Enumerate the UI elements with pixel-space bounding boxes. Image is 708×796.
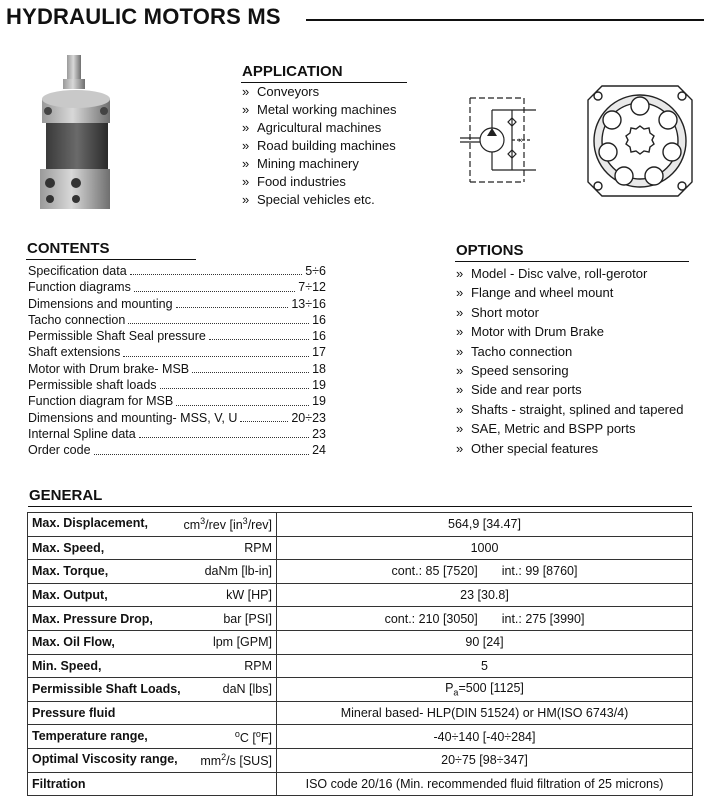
dot-leader: [209, 328, 309, 340]
contents-item[interactable]: Order code 24: [28, 443, 326, 458]
bullet-icon: »: [456, 266, 464, 281]
svg-text:×: ×: [518, 136, 523, 145]
table-row: Optimal Viscosity range, $mm^2/s$ [SUS] 20÷75 [98÷347]: [28, 748, 693, 772]
list-item: » Side and rear ports: [456, 380, 683, 399]
table-row: Filtration ISO code 20/16 (Min. recommended fluid filtration of 25 microns): [28, 772, 693, 796]
dot-leader: [139, 426, 309, 438]
bullet-icon: »: [456, 343, 464, 359]
list-item: » Speed sensoring: [456, 361, 683, 380]
dot-leader: [176, 393, 309, 405]
bullet-icon: »: [456, 401, 464, 417]
list-item: » Flange and wheel mount: [456, 283, 683, 302]
general-spec-table: [27, 512, 693, 796]
list-item: » Food industries: [242, 174, 346, 189]
dot-leader: [176, 296, 289, 308]
table-row: Min. Speed, RPM 5: [28, 654, 693, 678]
table-row: Max. Torque, daNm [lb-in] cont.: 85 [7520] int.: 99 [8760]: [28, 560, 693, 584]
list-item: » SAE, Metric and BSPP ports: [456, 419, 683, 438]
general-rule: [28, 506, 692, 507]
list-item: » Agricultural machines: [242, 120, 382, 135]
dot-leader: [130, 263, 303, 275]
list-item: » Special vehicles etc.: [242, 192, 375, 207]
table-row: Temperature range, $^o$C [$^o$F] -40÷140 [-40÷284]: [28, 725, 693, 749]
unit-label: $cm^3$/rev $[in^3/rev]$: [183, 516, 272, 533]
options-heading: OPTIONS: [456, 242, 524, 259]
list-item: » Shafts - straight, splined and tapered: [456, 400, 683, 419]
dot-leader: [134, 279, 295, 291]
bullet-icon: »: [456, 421, 464, 437]
bullet-icon: »: [242, 156, 250, 171]
dot-leader: [240, 410, 288, 422]
contents-item[interactable]: Shaft extensions 17: [28, 345, 326, 360]
contents-item[interactable]: Dimensions and mounting 13÷16: [28, 296, 326, 311]
contents-item[interactable]: Motor with Drum brake- MSB 18: [28, 361, 326, 376]
contents-item[interactable]: Permissible shaft loads 19: [28, 378, 326, 393]
contents-item[interactable]: Function diagrams 7÷12: [28, 280, 326, 295]
dot-leader: [128, 312, 309, 324]
bullet-icon: »: [242, 120, 250, 135]
list-item: » Mining machinery: [242, 156, 359, 171]
general-heading: GENERAL: [29, 487, 103, 504]
contents-heading: CONTENTS: [27, 240, 110, 257]
bullet-icon: »: [242, 102, 250, 117]
motor-end-face-drawing: [584, 82, 696, 200]
dot-leader: [123, 344, 309, 356]
bullet-icon: »: [456, 382, 464, 398]
bullet-icon: »: [456, 362, 464, 378]
dot-leader: [94, 442, 310, 454]
application-list: [242, 83, 396, 209]
bullet-icon: »: [242, 174, 250, 189]
application-heading: APPLICATION: [242, 63, 343, 80]
contents-list: [28, 263, 326, 459]
bullet-icon: »: [456, 304, 464, 320]
title-rule: [306, 19, 704, 21]
contents-item[interactable]: Tacho connection 16: [28, 312, 326, 327]
table-row: Max. Output, kW [HP] 23 [30.8]: [28, 583, 693, 607]
options-list: [456, 264, 683, 458]
bullet-icon: »: [456, 324, 464, 340]
unit-label: $^o$C [$^o$F]: [234, 728, 272, 745]
contents-rule: [26, 259, 196, 260]
table-row: Max. Oil Flow, lpm [GPM] 90 [24]: [28, 630, 693, 654]
table-row: Max. Pressure Drop, bar [PSI] cont.: 210 [3050] int.: 275 [3990]: [28, 607, 693, 631]
table-row: Pressure fluid Mineral based- HLP(DIN 51524) or HM(ISO 6743/4): [28, 701, 693, 725]
contents-item[interactable]: Specification data 5÷6: [28, 264, 326, 278]
list-item: » Conveyors: [242, 84, 320, 99]
contents-item[interactable]: Internal Spline data 23: [28, 426, 326, 441]
bullet-icon: »: [242, 192, 250, 207]
contents-item[interactable]: Dimensions and mounting- MSS, V, U 20÷23: [28, 410, 326, 425]
bullet-icon: »: [456, 285, 464, 301]
list-item: » Tacho connection: [456, 342, 683, 361]
bullet-icon: »: [242, 84, 250, 99]
list-item: » Model - Disc valve, roll-gerotor: [456, 264, 683, 283]
contents-item[interactable]: Permissible Shaft Seal pressure 16: [28, 329, 326, 344]
list-item: » Short motor: [456, 303, 683, 322]
list-item: » Metal working machines: [242, 102, 397, 117]
hydraulic-motor-schematic-symbol: [456, 92, 536, 188]
table-row: Permissible Shaft Loads, daN [lbs] $P_a=500$ [1125]: [28, 678, 693, 702]
page-title: HYDRAULIC MOTORS MS: [6, 4, 281, 29]
bullet-icon: »: [456, 440, 464, 456]
hydraulic-motor-photo: [20, 49, 132, 213]
unit-label: $mm^2/s$ [SUS]: [200, 752, 272, 769]
list-item: » Road building machines: [242, 138, 396, 153]
dot-leader: [160, 377, 310, 389]
table-row: Max. Displacement, $cm^3$/rev $[in^3/rev]$ 564,9 [34.47]: [28, 513, 693, 537]
table-row: Max. Speed, RPM 1000: [28, 536, 693, 560]
list-item: » Motor with Drum Brake: [456, 322, 683, 341]
contents-item[interactable]: Function diagram for MSB 19: [28, 394, 326, 409]
list-item: » Other special features: [456, 439, 683, 458]
options-rule: [455, 261, 689, 262]
bullet-icon: »: [242, 138, 250, 153]
dot-leader: [192, 361, 309, 373]
